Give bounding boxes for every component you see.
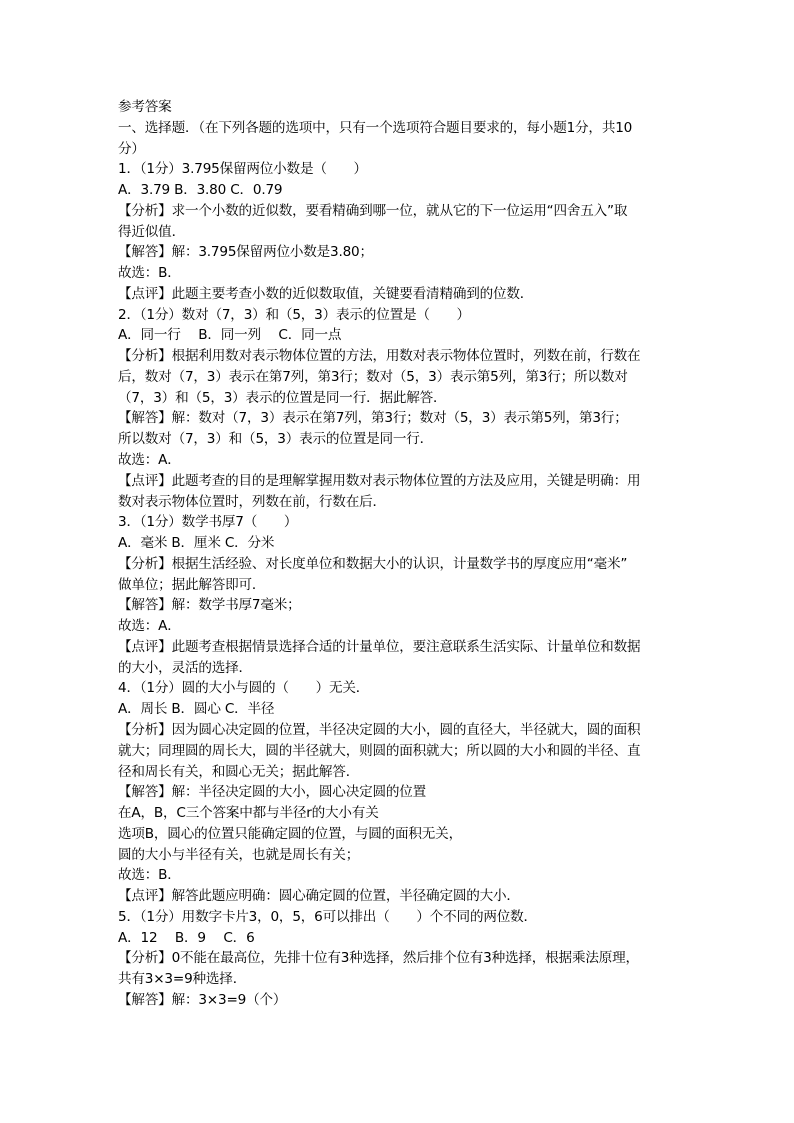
text-line: 【分析】根据利用数对表示物体位置的方法，用数对表示物体位置时，列数在前，行数在: [118, 348, 641, 365]
text-line: 一、选择题．（在下列各题的选项中，只有一个选项符合题目要求的，每小题1分，共10: [118, 119, 633, 136]
text-line: 分）: [118, 140, 145, 157]
text-line: 故选：A．: [118, 452, 181, 469]
text-line: 【点评】此题考查的目的是理解掌握用数对表示物体位置的方法及应用，关键是明确：用: [118, 472, 641, 489]
text-line: 【点评】解答此题应明确：圆心确定圆的位置，半径确定圆的大小．: [118, 888, 520, 905]
text-line: 3．（1分）数学书厚7（ ）: [118, 514, 298, 531]
text-line: 径和周长有关，和圆心无关；据此解答．: [118, 763, 360, 780]
text-line: 【解答】解：3×3=9（个）: [118, 991, 287, 1008]
text-line: 数对表示物体位置时，列数在前，行数在后．: [118, 493, 386, 510]
text-line: A．毫米 B．厘米 C．分米: [118, 535, 275, 552]
text-line: 得近似值．: [118, 223, 185, 240]
text-line: 故选：A．: [118, 618, 181, 635]
text-line: 【分析】根据生活经验、对长度单位和数据大小的认识，计量数学书的厚度应用“毫米”: [118, 555, 628, 572]
text-line: A．3.79 B．3.80 C．0.79: [118, 182, 283, 199]
text-line: 故选：B．: [118, 867, 181, 884]
text-line: A．周长 B．圆心 C．半径: [118, 701, 275, 718]
text-line: 圆的大小与半径有关，也就是周长有关；: [118, 846, 360, 863]
text-line: 【解答】解：数学书厚7毫米；: [118, 597, 301, 614]
text-line: 【解答】解：数对（7，3）表示在第7列，第3行；数对（5，3）表示第5列，第3行；: [118, 410, 628, 427]
text-line: 后，数对（7，3）表示在第7列，第3行；数对（5，3）表示第5列，第3行；所以数对: [118, 368, 628, 385]
text-line: A．12 B．9 C．6: [118, 929, 255, 946]
text-line: （7，3）和（5，3）表示的位置是同一行．据此解答．: [118, 389, 447, 406]
text-line: 【解答】解：3.795保留两位小数是3.80；: [118, 244, 373, 261]
text-line: 选项B，圆心的位置只能确定圆的位置，与圆的面积无关，: [118, 825, 462, 842]
text-line: 【点评】此题考查根据情景选择合适的计量单位，要注意联系生活实际、计量单位和数据: [118, 638, 641, 655]
text-line: 【解答】解：半径决定圆的大小，圆心决定圆的位置: [118, 784, 427, 801]
text-line: 【分析】因为圆心决定圆的位置，半径决定圆的大小，圆的直径大，半径就大，圆的面积: [118, 721, 641, 738]
text-line: 2．（1分）数对（7，3）和（5，3）表示的位置是（ ）: [118, 306, 470, 323]
text-line: 故选：B．: [118, 265, 181, 282]
text-line: 的大小，灵活的选择．: [118, 659, 252, 676]
text-line: 共有3×3=9种选择．: [118, 971, 247, 988]
text-line: A．同一行 B．同一列 C．同一点: [118, 327, 342, 344]
text-line: 5．（1分）用数字卡片3，0，5，6可以排出（ ）个不同的两位数．: [118, 908, 537, 925]
text-line: 4．（1分）圆的大小与圆的（ ）无关．: [118, 680, 370, 697]
document-title: 参考答案: [118, 99, 172, 115]
text-line: 【分析】0不能在最高位，先排十位有3种选择，然后排个位有3种选择，根据乘法原理，: [118, 950, 639, 967]
text-line: 做单位；据此解答即可．: [118, 576, 266, 593]
text-line: 1．（1分）3.795保留两位小数是（ ）: [118, 161, 367, 178]
answer-document: [118, 97, 698, 1011]
text-line: 【点评】此题主要考查小数的近似数取值，关键要看清精确到的位数．: [118, 285, 534, 302]
text-line: 就大；同理圆的周长大，圆的半径就大，则圆的面积就大；所以圆的大小和圆的半径、直: [118, 742, 641, 759]
text-line: 【分析】求一个小数的近似数，要看精确到哪一位，就从它的下一位运用“四舍五入”取: [118, 202, 628, 219]
text-line: 在A，B，C三个答案中都与半径r的大小有关: [118, 805, 379, 822]
text-line: 所以数对（7，3）和（5，3）表示的位置是同一行．: [118, 431, 434, 448]
